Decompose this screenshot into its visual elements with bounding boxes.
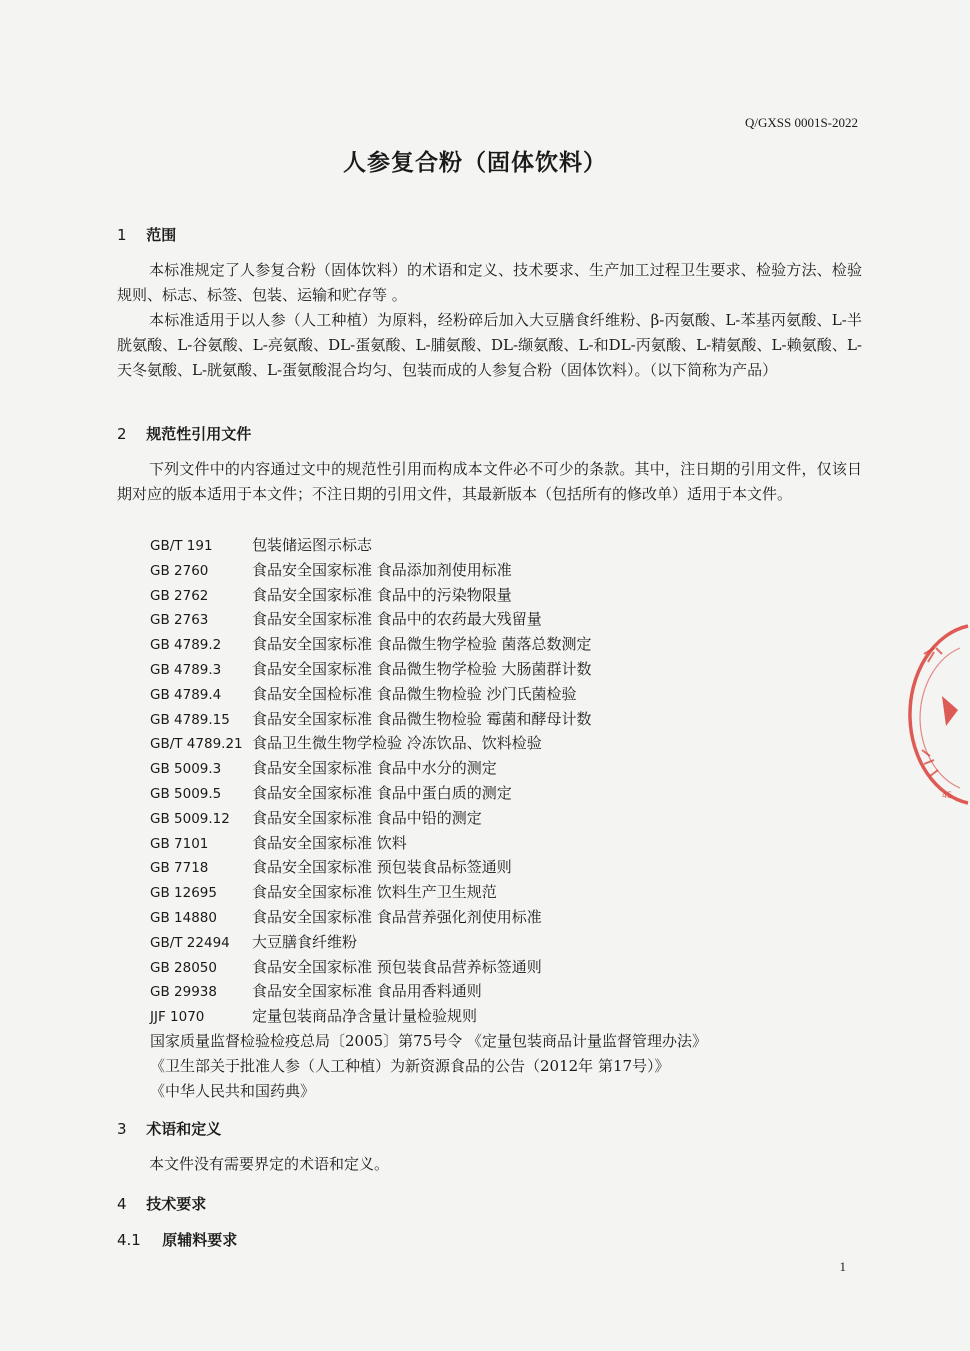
reference-title: 包装储运图示标志: [252, 536, 373, 554]
reference-item: [150, 756, 707, 781]
reference-title: 食品安全国家标准 食品用香料通则: [252, 982, 482, 1001]
reference-title: 食品卫生微生物学检验 冷冻饮品、饮料检验: [252, 734, 542, 753]
scope-paragraph-2: 本标准适用于以人参（人工种植）为原料，经粉碎后加入大豆膳食纤维粉、β-丙氨酸、L-苯基丙氨酸、L-半胱氨酸、L-谷氨酸、L-亮氨酸、DL-蛋氨酸、L-脯氨酸、DL-缬氨酸、L-和DL-丙氨酸、L-精氨酸、L-赖氨酸、L-天冬氨酸、L-胱氨酸、L-蛋氨酸混合均匀、包装而成的人参复合粉（固体饮料）。（以下简称为产品）: [117, 311, 862, 379]
page-number: 1: [839, 1259, 846, 1274]
reference-code: GB 5009.3: [150, 761, 222, 778]
reference-title: 食品安全国家标准 食品中水分的测定: [252, 759, 497, 778]
reference-title: 食品安全国家标准 饮料: [252, 833, 407, 852]
document-title: 人参复合粉（固体饮料）: [343, 150, 607, 176]
terms-paragraph: 本文件没有需要界定的术语和定义。: [149, 1155, 390, 1173]
reference-code: GB 2760: [150, 562, 209, 579]
reference-title: 食品安全国家标准 食品中的污染物限量: [252, 585, 512, 604]
reference-item: [150, 855, 707, 880]
normative-intro: 下列文件中的内容通过文中的规范性引用而构成本文件必不可少的条款。其中，注日期的引用文件，仅该日期对应的版本适用于本文件；不注日期的引用文件，其最新版本（包括所有的修改单）适用于本文件。: [117, 460, 862, 503]
reference-item: [150, 1004, 707, 1029]
reference-list: [150, 533, 707, 1103]
reference-extra: 《中华人民共和国药典》: [150, 1081, 316, 1100]
scope-paragraph-1: 本标准规定了人参复合粉（固体饮料）的术语和定义、技术要求、生产加工过程卫生要求、检验方法、检验规则、标志、标签、包装、运输和贮存等 。: [117, 261, 862, 304]
reference-code: GB 5009.5: [150, 785, 222, 802]
reference-code: GB/T 191: [150, 538, 213, 554]
reference-item: [150, 781, 707, 806]
section-title: 范围: [146, 226, 177, 244]
reference-item: [150, 632, 707, 657]
reference-item: [150, 955, 707, 980]
reference-code: GB 5009.12: [150, 810, 230, 827]
reference-title: 食品安全国家标准 食品微生物学检验 大肠菌群计数: [252, 659, 592, 678]
reference-title: 食品安全国家标准 食品添加剂使用标准: [252, 560, 512, 579]
section-number: 2: [117, 425, 127, 443]
reference-code: JJF 1070: [150, 1009, 205, 1026]
reference-title: 大豆膳食纤维粉: [252, 932, 358, 951]
reference-code: GB/T 4789.21: [150, 736, 243, 753]
section-number: 3: [117, 1120, 127, 1138]
reference-code: GB 2762: [150, 587, 209, 604]
reference-item: [150, 880, 707, 905]
reference-item: [150, 583, 707, 608]
section-4-heading: [117, 1193, 206, 1214]
svg-text:45: 45: [942, 790, 953, 800]
reference-item: [150, 979, 707, 1004]
section-3-heading: [117, 1118, 221, 1139]
section-number: 4.1: [117, 1231, 141, 1249]
section-title: 技术要求: [146, 1195, 207, 1213]
reference-code: GB 28050: [150, 959, 217, 976]
section-number: 4: [117, 1195, 127, 1213]
reference-title: 食品安全国家标准 食品微生物学检验 菌落总数测定: [252, 635, 592, 654]
section-title: 术语和定义: [146, 1120, 222, 1138]
reference-title: 食品安全国家标准 饮料生产卫生规范: [252, 883, 497, 902]
reference-item: [150, 731, 707, 756]
reference-title: 食品安全国家标准 预包装食品标签通则: [252, 858, 512, 877]
reference-item: [150, 657, 707, 682]
reference-extra: 国家质量监督检验检疫总局〔2005〕第75号令 《定量包装商品计量监督管理办法》: [150, 1031, 708, 1050]
reference-title: 食品安全国家标准 食品营养强化剂使用标准: [252, 907, 542, 926]
section-title: 规范性引用文件: [146, 425, 252, 443]
reference-title: 食品安全国家标准 预包装食品营养标签通则: [252, 957, 542, 976]
reference-item: [150, 682, 707, 707]
reference-item: [150, 707, 707, 732]
reference-item: [150, 607, 707, 632]
reference-code: GB 29938: [150, 984, 217, 1001]
reference-item: [150, 533, 707, 558]
reference-item: [150, 905, 707, 930]
reference-code: GB 4789.15: [150, 711, 230, 728]
reference-title: 食品安全国家标准 食品微生物检验 霉菌和酵母计数: [252, 709, 592, 728]
reference-code: GB 14880: [150, 909, 217, 926]
section-1-heading: [117, 224, 176, 245]
reference-code: GB 4789.4: [150, 686, 222, 703]
reference-extra: 《卫生部关于批准人参（人工种植）为新资源食品的公告（2012年 第17号）》: [150, 1056, 670, 1075]
reference-code: GB 7718: [150, 860, 209, 877]
section-number: 1: [117, 226, 127, 244]
reference-code: GB 2763: [150, 612, 209, 629]
reference-item: [150, 558, 707, 583]
reference-item: [150, 831, 707, 856]
reference-title: 定量包装商品净含量计量检验规则: [252, 1007, 478, 1026]
reference-code: GB/T 22494: [150, 934, 230, 951]
section-title: 原辅料要求: [162, 1231, 238, 1249]
reference-title: 食品安全国检标准 食品微生物检验 沙门氏菌检验: [252, 684, 577, 703]
reference-code: GB 12695: [150, 885, 217, 902]
reference-item: [150, 806, 707, 831]
reference-item: [150, 930, 707, 955]
reference-code: GB 7101: [150, 835, 209, 852]
section-4-1-heading: [117, 1229, 237, 1250]
standard-code: Q/GXSS 0001S-2022: [744, 115, 858, 130]
reference-title: 食品安全国家标准 食品中铅的测定: [252, 808, 482, 827]
reference-title: 食品安全国家标准 食品中蛋白质的测定: [252, 783, 512, 802]
section-2-heading: [117, 423, 251, 444]
reference-title: 食品安全国家标准 食品中的农药最大残留量: [252, 610, 542, 629]
reference-code: GB 4789.2: [150, 637, 222, 654]
seal-stamp-icon: [902, 618, 970, 808]
reference-code: GB 4789.3: [150, 661, 222, 678]
